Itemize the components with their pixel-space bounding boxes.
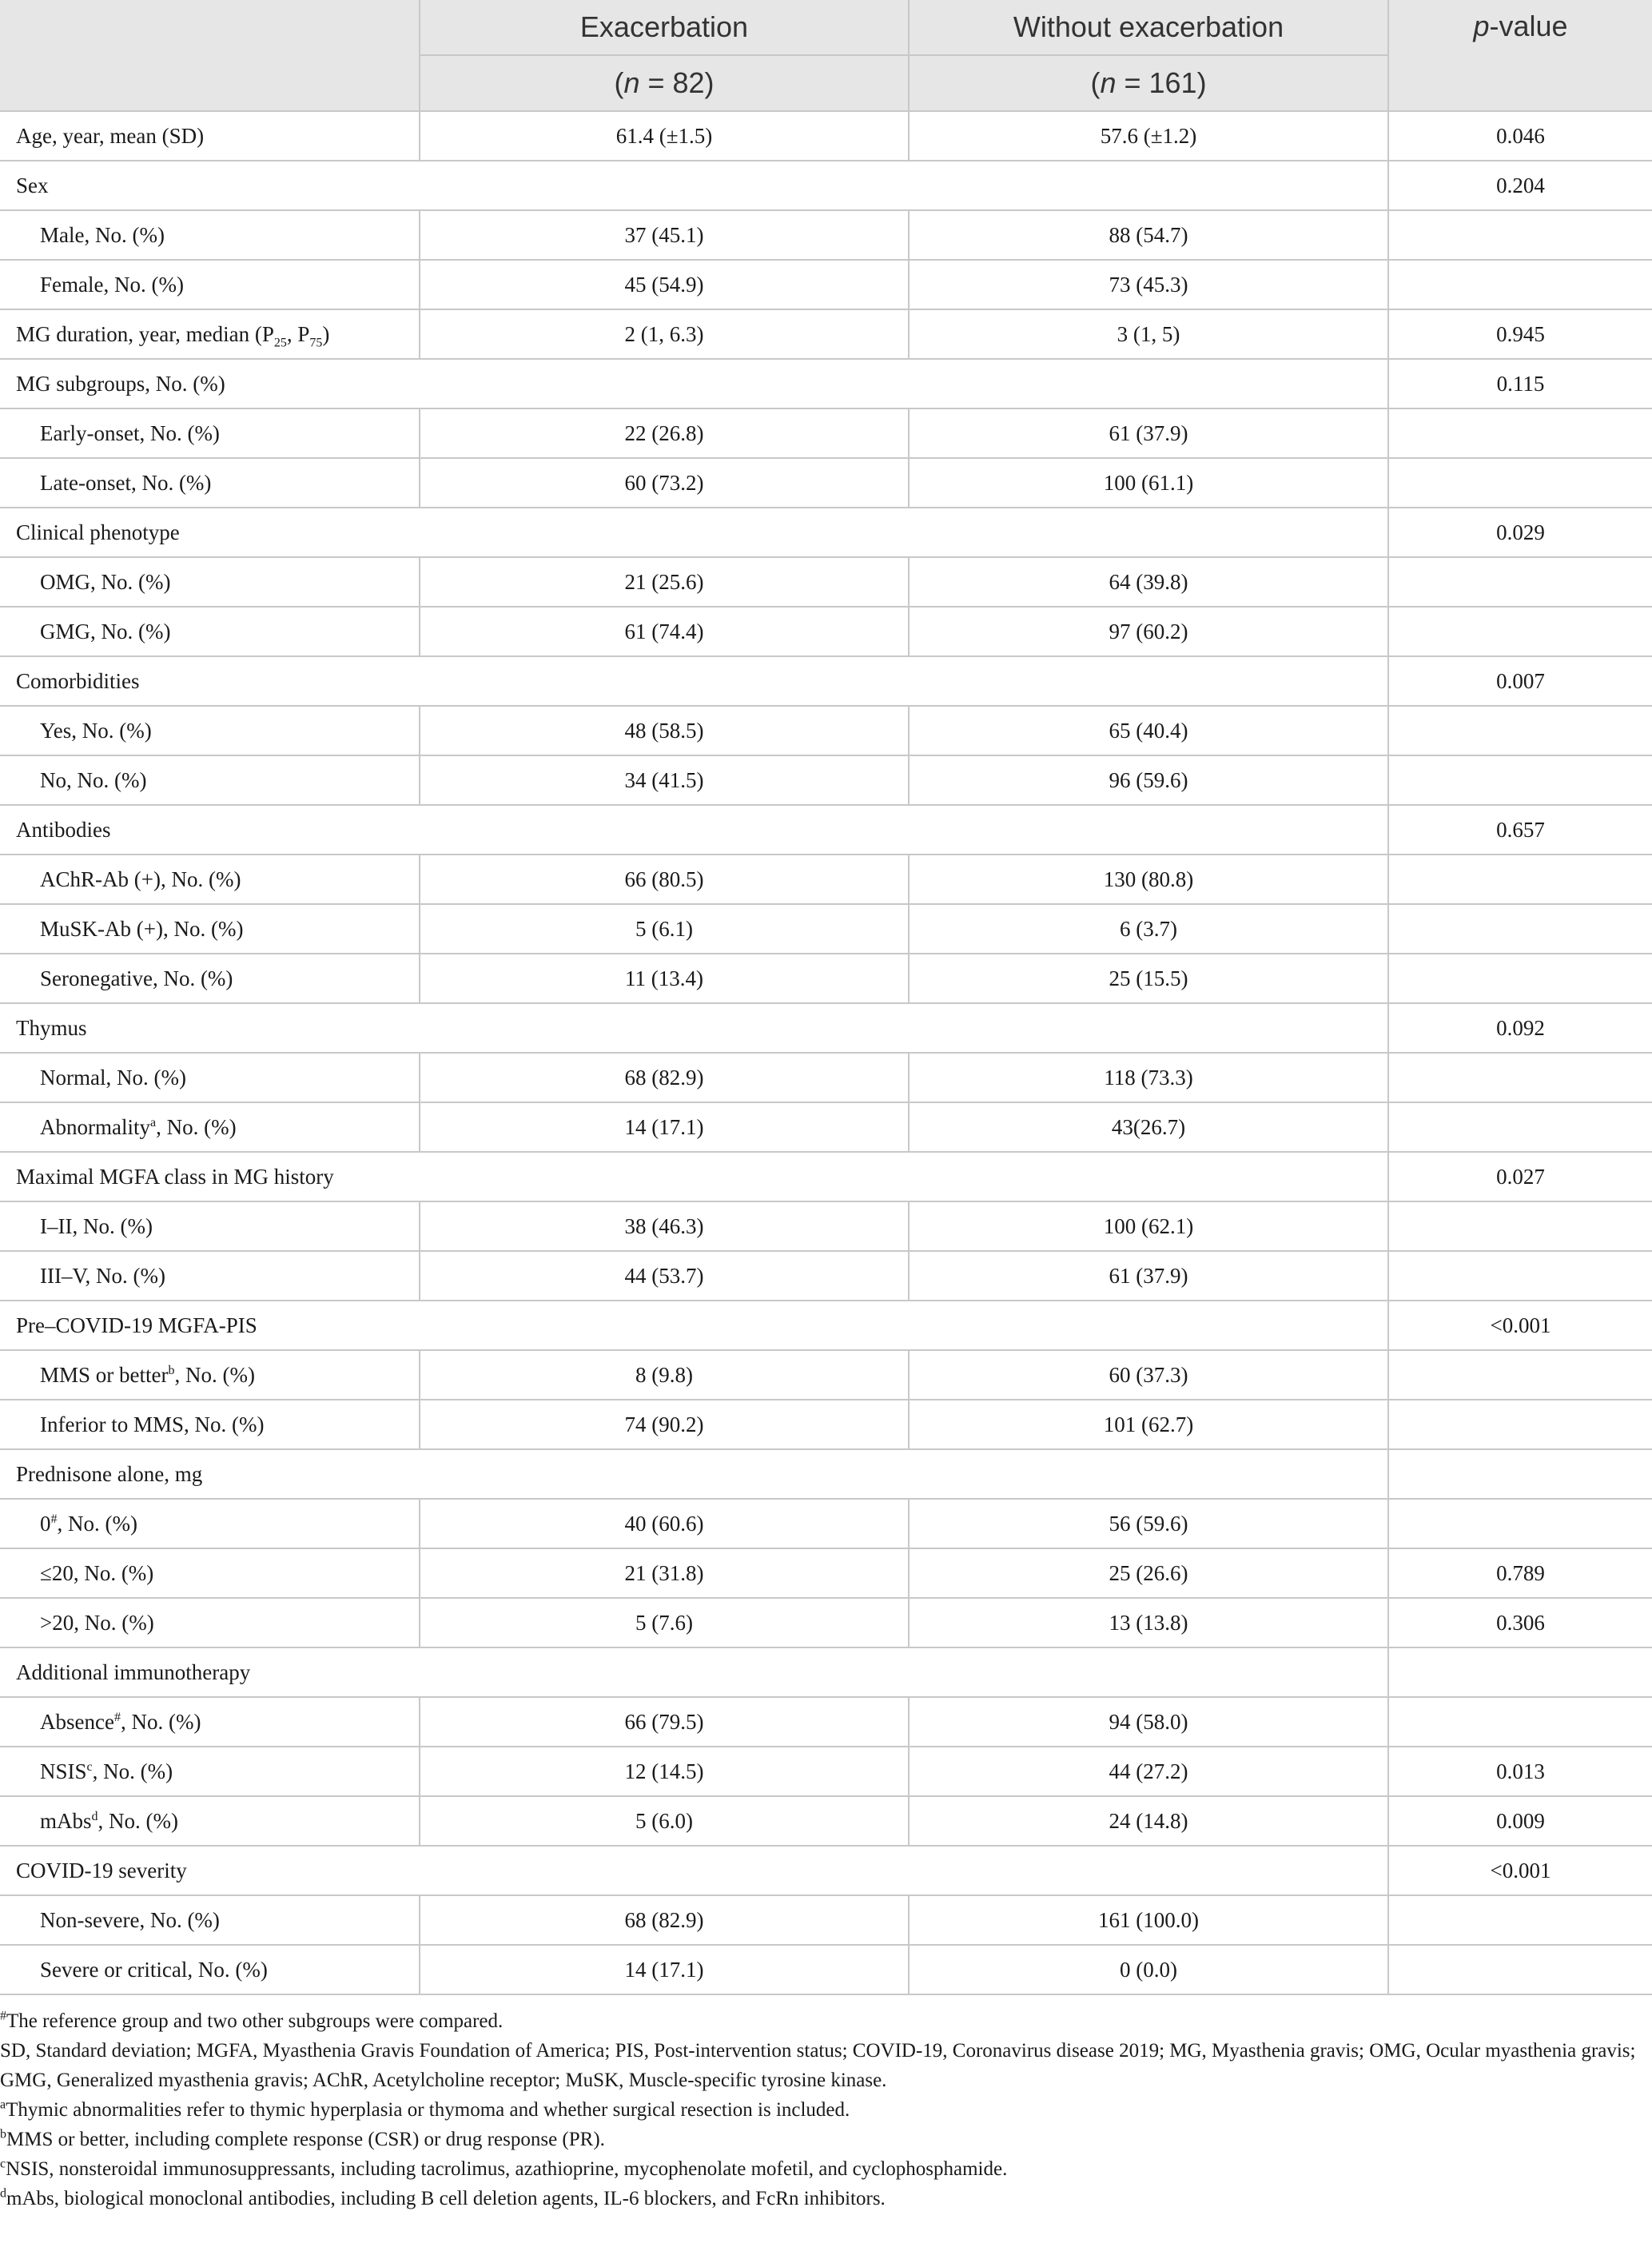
exacerbation-value: 34 (41.5) xyxy=(420,755,909,805)
without-value: 65 (40.4) xyxy=(909,706,1388,755)
p-value-empty xyxy=(1388,706,1652,755)
without-value: 100 (62.1) xyxy=(909,1201,1388,1251)
table-row xyxy=(0,408,1652,458)
table-row xyxy=(0,1499,1652,1548)
without-value: 97 (60.2) xyxy=(909,607,1388,656)
row-label: ≤20, No. (%) xyxy=(0,1548,420,1598)
without-value: 3 (1, 5) xyxy=(909,309,1388,359)
table-row xyxy=(0,1350,1652,1400)
row-label: Yes, No. (%) xyxy=(0,706,420,755)
without-value: 94 (58.0) xyxy=(909,1697,1388,1747)
exacerbation-value: 38 (46.3) xyxy=(420,1201,909,1251)
table-row xyxy=(0,755,1652,805)
table-row xyxy=(0,805,1652,855)
without-value: 88 (54.7) xyxy=(909,210,1388,260)
p-value-empty xyxy=(1388,607,1652,656)
row-label: I–II, No. (%) xyxy=(0,1201,420,1251)
row-label: No, No. (%) xyxy=(0,755,420,805)
exacerbation-value: 5 (6.0) xyxy=(420,1796,909,1846)
p-value-empty xyxy=(1388,1350,1652,1400)
row-label: Normal, No. (%) xyxy=(0,1053,420,1102)
table-row xyxy=(0,1400,1652,1449)
row-label: Seronegative, No. (%) xyxy=(0,954,420,1003)
row-label: Absence#, No. (%) xyxy=(0,1697,420,1747)
without-value: 61 (37.9) xyxy=(909,408,1388,458)
p-value: <0.001 xyxy=(1388,1301,1652,1350)
table-row xyxy=(0,1053,1652,1102)
p-value: 0.007 xyxy=(1388,656,1652,706)
table-row xyxy=(0,161,1652,210)
p-value: <0.001 xyxy=(1388,1846,1652,1895)
table-row xyxy=(0,1102,1652,1152)
without-value: 57.6 (±1.2) xyxy=(909,111,1388,161)
row-group-label: Sex xyxy=(0,161,1388,210)
exacerbation-value: 5 (6.1) xyxy=(420,904,909,954)
exacerbation-value: 37 (45.1) xyxy=(420,210,909,260)
row-label: MG duration, year, median ($P_{25}$, $P_{75}$) xyxy=(0,309,420,359)
table-row xyxy=(0,904,1652,954)
without-value: 61 (37.9) xyxy=(909,1251,1388,1301)
p-value-empty xyxy=(1388,904,1652,954)
without-value: 100 (61.1) xyxy=(909,458,1388,508)
row-group-label: Maximal MGFA class in MG history xyxy=(0,1152,1388,1201)
exacerbation-value: 61 (74.4) xyxy=(420,607,909,656)
row-group-label: Antibodies xyxy=(0,805,1388,855)
without-value: 13 (13.8) xyxy=(909,1598,1388,1647)
table-row xyxy=(0,1003,1652,1053)
exacerbation-value: 48 (58.5) xyxy=(420,706,909,755)
exacerbation-value: 14 (17.1) xyxy=(420,1102,909,1152)
row-label: MuSK-Ab (+), No. (%) xyxy=(0,904,420,954)
exacerbation-value: 14 (17.1) xyxy=(420,1945,909,1994)
header-exacerbation: Exacerbation xyxy=(420,0,909,55)
p-value-empty xyxy=(1388,1251,1652,1301)
p-value-empty xyxy=(1388,1499,1652,1548)
row-label: Male, No. (%) xyxy=(0,210,420,260)
p-value: 0.945 xyxy=(1388,309,1652,359)
table-row xyxy=(0,1598,1652,1647)
p-value-empty xyxy=(1388,1449,1652,1499)
table-row xyxy=(0,954,1652,1003)
without-value: 64 (39.8) xyxy=(909,557,1388,607)
row-group-label: Pre–COVID-19 MGFA-PIS xyxy=(0,1301,1388,1350)
table-row xyxy=(0,458,1652,508)
table-row xyxy=(0,508,1652,557)
p-value-empty xyxy=(1388,954,1652,1003)
row-label: NSIS$^c$, No. (%) xyxy=(0,1747,420,1796)
footnote-d: $^d$mAbs, biological monoclonal antibodies, including B cell deletion agents, IL-6 blockers, and FcRn inhibitors. xyxy=(0,2186,886,2209)
footnote-abbreviations: SD, Standard deviation; MGFA, Myasthenia Gravis Foundation of America; PIS, Post-intervention status; COVID-19, Coronavirus disease 2019; MG, Myasthenia gravis; OMG, Ocular myasthenia gravis; GMG, Generalized myasthenia gravis; AChR, Acetylcholine receptor; MuSK, Muscle-specific tyrosine kinase. xyxy=(0,2040,1636,2091)
table-row xyxy=(0,1301,1652,1350)
row-label: Age, year, mean (SD) xyxy=(0,111,420,161)
header-exacerbation-n: (n = 82) xyxy=(420,55,909,111)
exacerbation-value: 2 (1, 6.3) xyxy=(420,309,909,359)
p-value-empty xyxy=(1388,1400,1652,1449)
table-row xyxy=(0,855,1652,904)
exacerbation-value: 60 (73.2) xyxy=(420,458,909,508)
table-row xyxy=(0,1747,1652,1796)
exacerbation-value: 68 (82.9) xyxy=(420,1053,909,1102)
row-label: III–V, No. (%) xyxy=(0,1251,420,1301)
table-footnotes xyxy=(0,1995,1652,2213)
exacerbation-value: 22 (26.8) xyxy=(420,408,909,458)
p-value: 0.013 xyxy=(1388,1747,1652,1796)
row-group-label: COVID-19 severity xyxy=(0,1846,1388,1895)
row-label: 0#, No. (%) xyxy=(0,1499,420,1548)
table-row xyxy=(0,1846,1652,1895)
table-row xyxy=(0,1945,1652,1994)
row-label: Late-onset, No. (%) xyxy=(0,458,420,508)
row-group-label: Thymus xyxy=(0,1003,1388,1053)
row-label: Early-onset, No. (%) xyxy=(0,408,420,458)
exacerbation-value: 21 (25.6) xyxy=(420,557,909,607)
footnote-c: $^c$NSIS, nonsteroidal immunosuppressants, including tacrolimus, azathioprine, mycophenolate mofetil, and cyclophosphamide. xyxy=(0,2157,1008,2180)
p-value-empty xyxy=(1388,458,1652,508)
table-row xyxy=(0,1895,1652,1945)
table-row xyxy=(0,656,1652,706)
without-value: 25 (26.6) xyxy=(909,1548,1388,1598)
without-value: 24 (14.8) xyxy=(909,1796,1388,1846)
row-group-label: Additional immunotherapy xyxy=(0,1647,1388,1697)
row-label: Abnormality$^a$, No. (%) xyxy=(0,1102,420,1152)
without-value: 96 (59.6) xyxy=(909,755,1388,805)
row-label: GMG, No. (%) xyxy=(0,607,420,656)
row-label: Non-severe, No. (%) xyxy=(0,1895,420,1945)
without-value: 56 (59.6) xyxy=(909,1499,1388,1548)
row-label: AChR-Ab (+), No. (%) xyxy=(0,855,420,904)
header-without-exacerbation: Without exacerbation xyxy=(909,0,1388,55)
footnote-hash: #The reference group and two other subgroups were compared. xyxy=(0,2009,504,2032)
table-row xyxy=(0,607,1652,656)
exacerbation-value: 12 (14.5) xyxy=(420,1747,909,1796)
row-group-label: Clinical phenotype xyxy=(0,508,1388,557)
p-value-empty xyxy=(1388,557,1652,607)
p-value: 0.027 xyxy=(1388,1152,1652,1201)
row-group-label: Prednisone alone, mg xyxy=(0,1449,1388,1499)
p-value: 0.029 xyxy=(1388,508,1652,557)
p-value-empty xyxy=(1388,755,1652,805)
p-value-empty xyxy=(1388,855,1652,904)
exacerbation-value: 5 (7.6) xyxy=(420,1598,909,1647)
without-value: 25 (15.5) xyxy=(909,954,1388,1003)
table-row xyxy=(0,1251,1652,1301)
without-value: 73 (45.3) xyxy=(909,260,1388,309)
table-row xyxy=(0,706,1652,755)
row-label: OMG, No. (%) xyxy=(0,557,420,607)
without-value: 161 (100.0) xyxy=(909,1895,1388,1945)
footnote-a: $^a$Thymic abnormalities refer to thymic hyperplasia or thymoma and whether surgical resection is included. xyxy=(0,2098,850,2121)
row-label: Female, No. (%) xyxy=(0,260,420,309)
p-value-empty xyxy=(1388,408,1652,458)
exacerbation-value: 11 (13.4) xyxy=(420,954,909,1003)
table-row xyxy=(0,1201,1652,1251)
exacerbation-value: 61.4 (±1.5) xyxy=(420,111,909,161)
p-value: 0.115 xyxy=(1388,359,1652,408)
row-group-label: Comorbidities xyxy=(0,656,1388,706)
exacerbation-value: 45 (54.9) xyxy=(420,260,909,309)
row-label: >20, No. (%) xyxy=(0,1598,420,1647)
exacerbation-value: 40 (60.6) xyxy=(420,1499,909,1548)
header-blank xyxy=(0,0,420,111)
p-value-empty xyxy=(1388,1945,1652,1994)
exacerbation-value: 8 (9.8) xyxy=(420,1350,909,1400)
row-label: MMS or better$^b$, No. (%) xyxy=(0,1350,420,1400)
exacerbation-value: 44 (53.7) xyxy=(420,1251,909,1301)
without-value: 130 (80.8) xyxy=(909,855,1388,904)
row-label: mAbs$^d$, No. (%) xyxy=(0,1796,420,1846)
header-row xyxy=(0,0,1652,55)
without-value: 43(26.7) xyxy=(909,1102,1388,1152)
p-value: 0.009 xyxy=(1388,1796,1652,1846)
without-value: 60 (37.3) xyxy=(909,1350,1388,1400)
p-value: 0.306 xyxy=(1388,1598,1652,1647)
footnote-b: $^b$MMS or better, including complete response (CSR) or drug response (PR). xyxy=(0,2127,605,2150)
exacerbation-value: 66 (79.5) xyxy=(420,1697,909,1747)
p-value-empty xyxy=(1388,210,1652,260)
p-value-empty xyxy=(1388,1647,1652,1697)
without-value: 101 (62.7) xyxy=(909,1400,1388,1449)
table-row xyxy=(0,1449,1652,1499)
table-row xyxy=(0,309,1652,359)
table-row xyxy=(0,111,1652,161)
p-value-empty xyxy=(1388,1697,1652,1747)
header-without-n: (n = 161) xyxy=(909,55,1388,111)
p-value-empty xyxy=(1388,1895,1652,1945)
exacerbation-value: 74 (90.2) xyxy=(420,1400,909,1449)
header-p-value: p-value xyxy=(1388,0,1652,111)
table-row xyxy=(0,557,1652,607)
exacerbation-value: 68 (82.9) xyxy=(420,1895,909,1945)
row-group-label: MG subgroups, No. (%) xyxy=(0,359,1388,408)
without-value: 44 (27.2) xyxy=(909,1747,1388,1796)
table-row xyxy=(0,1697,1652,1747)
table-row xyxy=(0,1152,1652,1201)
row-label: Inferior to MMS, No. (%) xyxy=(0,1400,420,1449)
without-value: 0 (0.0) xyxy=(909,1945,1388,1994)
exacerbation-value: 21 (31.8) xyxy=(420,1548,909,1598)
p-value-empty xyxy=(1388,1102,1652,1152)
table-row xyxy=(0,1647,1652,1697)
p-value: 0.789 xyxy=(1388,1548,1652,1598)
p-value: 0.204 xyxy=(1388,161,1652,210)
table-row xyxy=(0,1796,1652,1846)
p-value-empty xyxy=(1388,1053,1652,1102)
table-row xyxy=(0,1548,1652,1598)
exacerbation-value: 66 (80.5) xyxy=(420,855,909,904)
p-value: 0.092 xyxy=(1388,1003,1652,1053)
without-value: 6 (3.7) xyxy=(909,904,1388,954)
p-value: 0.046 xyxy=(1388,111,1652,161)
p-value-empty xyxy=(1388,1201,1652,1251)
table-row xyxy=(0,359,1652,408)
p-value: 0.657 xyxy=(1388,805,1652,855)
table-row xyxy=(0,260,1652,309)
without-value: 118 (73.3) xyxy=(909,1053,1388,1102)
table-row xyxy=(0,210,1652,260)
row-label: Severe or critical, No. (%) xyxy=(0,1945,420,1994)
p-value-empty xyxy=(1388,260,1652,309)
